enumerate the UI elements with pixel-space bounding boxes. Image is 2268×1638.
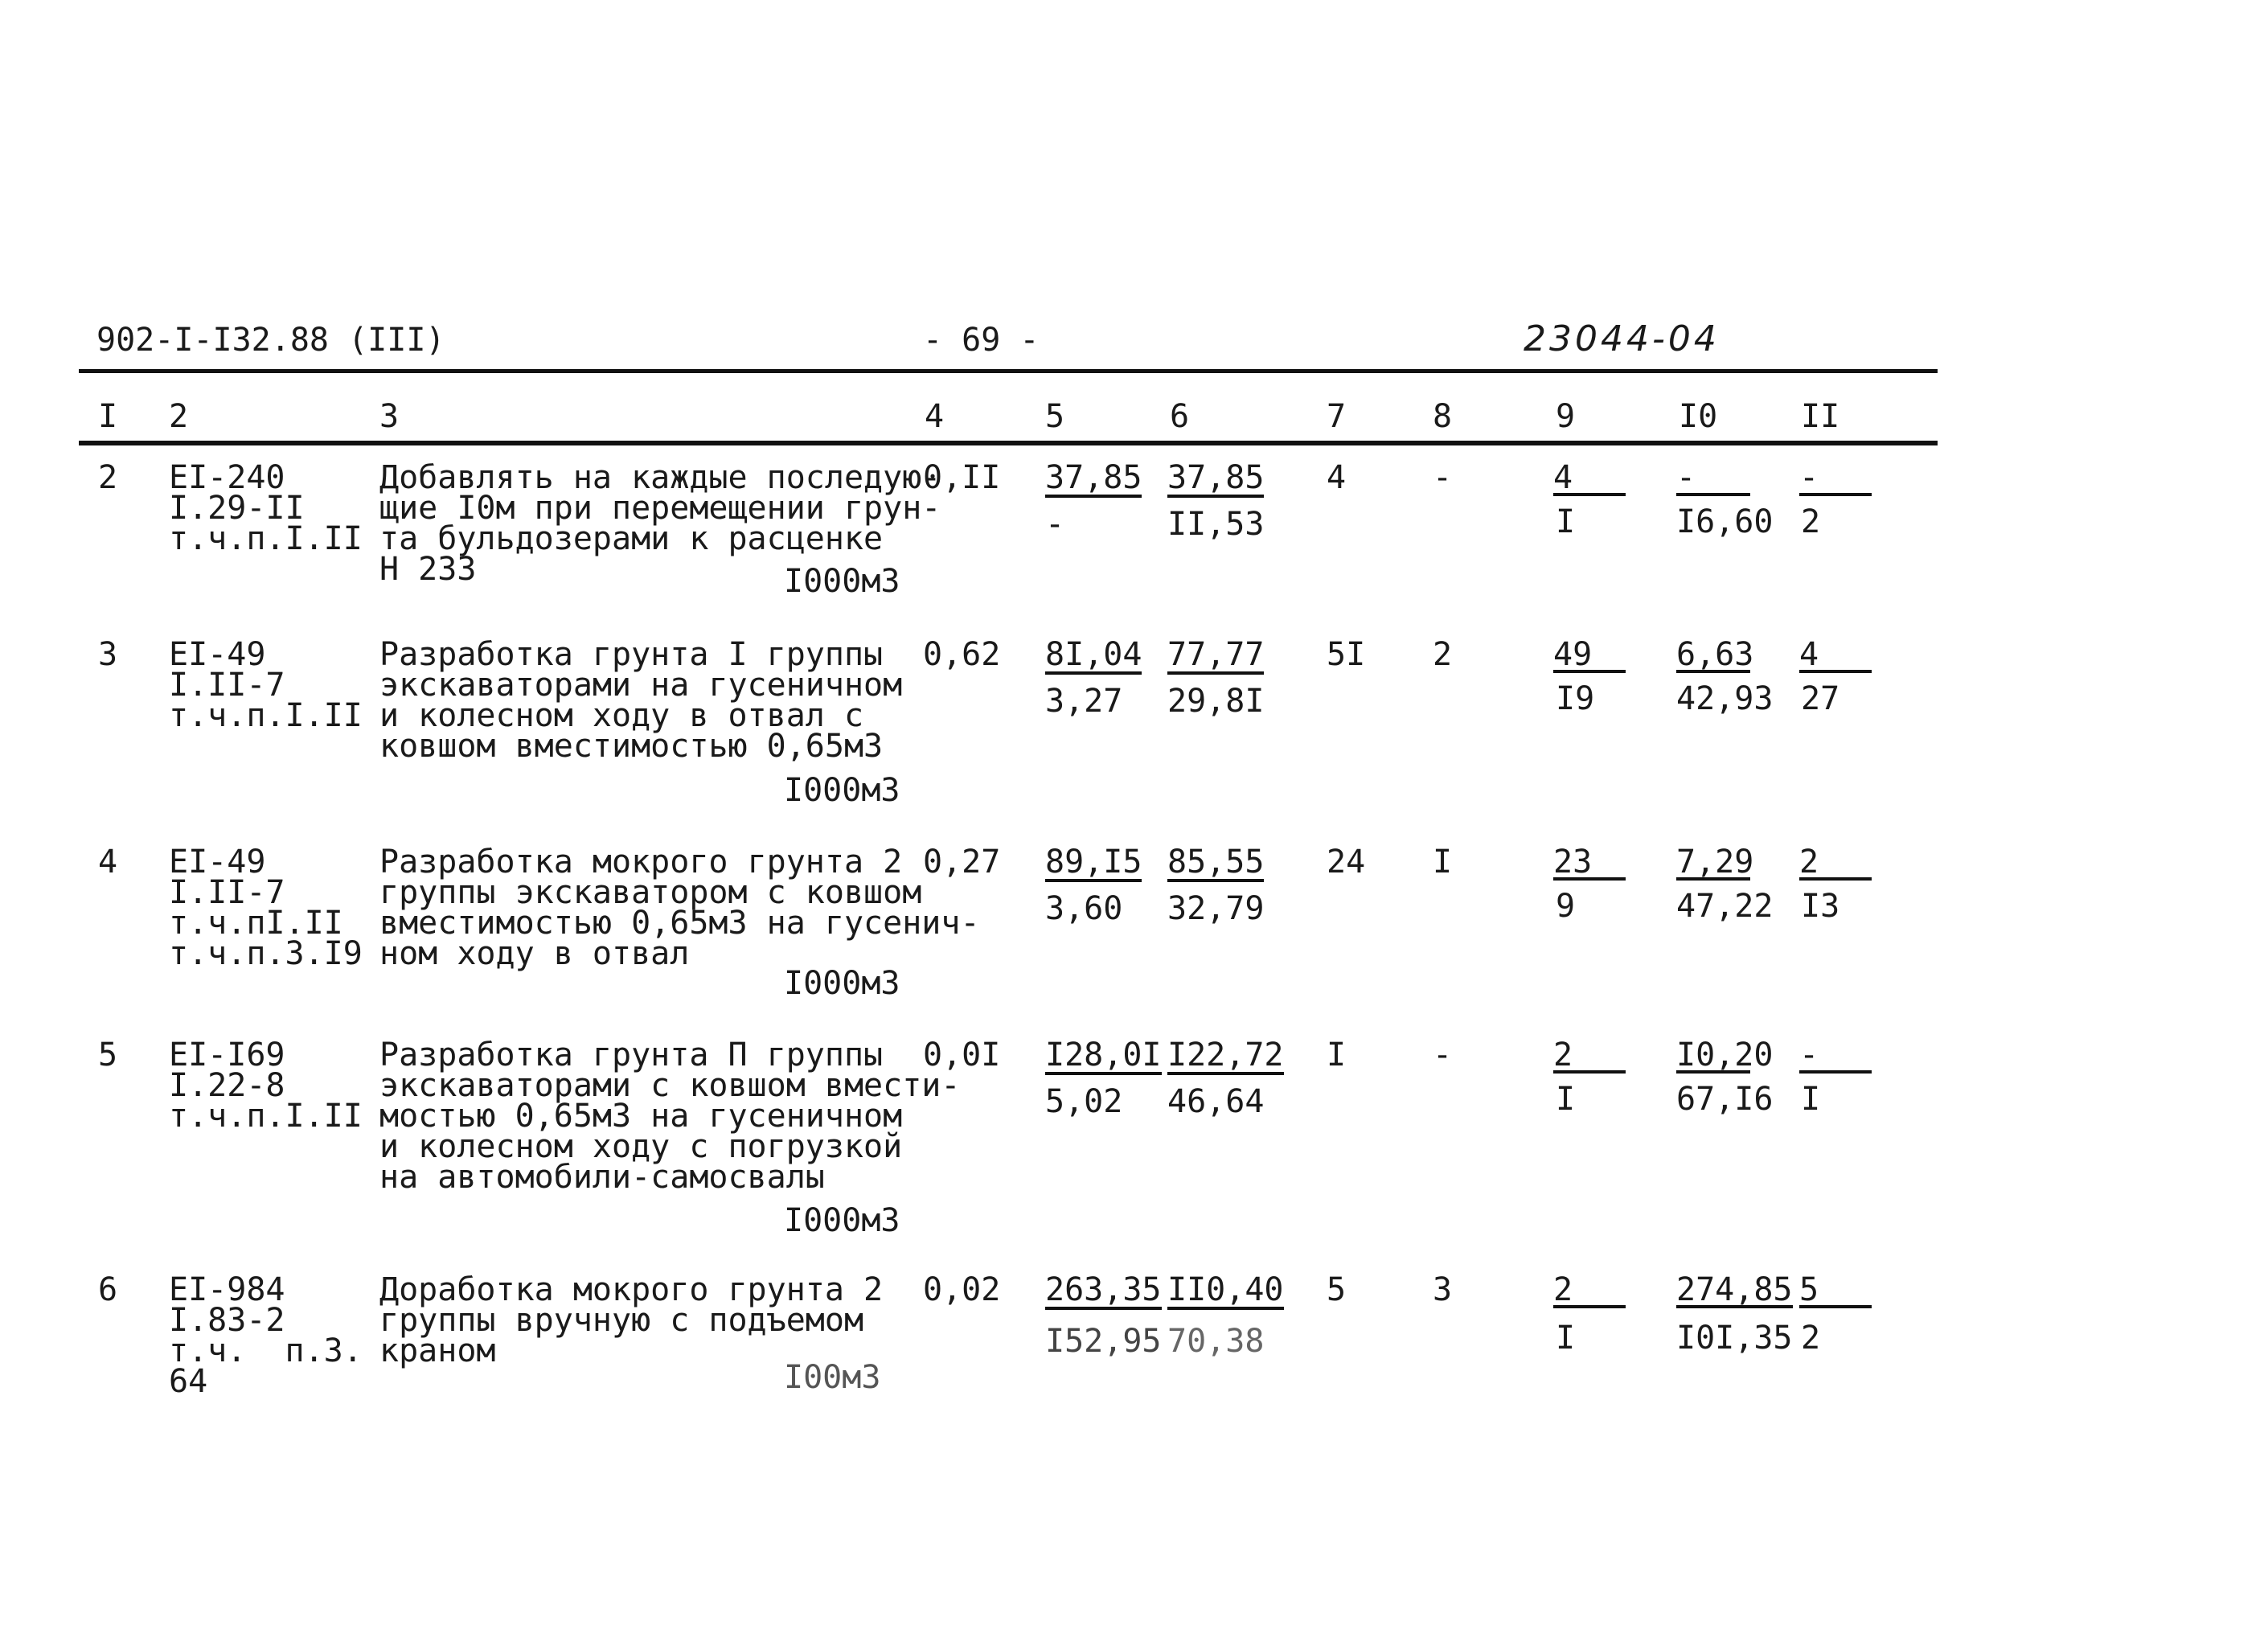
col-header-7: 7 [1327,398,1347,435]
col5-value [1045,844,1142,927]
desc-line: экскаваторами на гусеничном [379,667,903,704]
col5-top: I28,0I [1045,1037,1162,1074]
code-line: 64 [169,1363,208,1400]
row-number: 2 [98,459,118,496]
col5-bottom: - [1045,506,1065,543]
col10-top: 6,63 [1676,636,1754,673]
col-header-4: 4 [925,398,945,435]
code-line: т.ч.п.I.II [169,697,363,734]
row-codes [169,1271,363,1400]
col11-top: 2 [1799,847,1872,881]
col10-bottom: I6,60 [1676,503,1774,540]
col8-value: 2 [1433,636,1453,673]
col6-value [1167,459,1265,543]
code-line: EI-I69 [169,1037,285,1074]
row-unit: I00м3 [784,1359,881,1396]
col4-value: 0,27 [923,844,1001,881]
desc-line: Разработка грунта I группы [379,636,884,673]
row-codes [169,844,363,972]
col5-bottom: 3,60 [1045,890,1123,927]
col9-bottom: I [1556,1081,1576,1118]
col6-bottom: 70,38 [1167,1323,1265,1360]
desc-line: Добавлять на каждые последую- [379,459,941,496]
desc-line: Разработка грунта П группы [379,1037,884,1074]
col8-value: - [1433,459,1453,496]
row-unit: I000м3 [784,772,900,809]
col8-value: I [1433,844,1453,881]
code-line: т.ч.п.I.II [169,520,363,557]
desc-line: и колесном ходу в отвал с [379,697,864,734]
col10-bottom: 47,22 [1676,888,1774,925]
col9-top: 4 [1553,462,1626,496]
col6-top: I22,72 [1167,1037,1284,1074]
col-header-10: I0 [1679,398,1718,435]
col5-top: 89,I5 [1045,844,1142,881]
desc-line: ном ходу в отвал [379,935,690,972]
col-header-8: 8 [1433,398,1453,435]
col6-value [1167,636,1265,720]
col9-bottom: I [1556,1320,1576,1357]
col-header-11: II [1801,398,1840,435]
handwritten-code: 23044-04 [1524,318,1720,359]
col8-value: - [1433,1037,1453,1074]
col4-value: 0,02 [923,1271,1001,1308]
col6-top: 77,77 [1167,636,1265,673]
col-header-3: 3 [379,398,400,435]
col11-bottom: I3 [1801,888,1840,925]
col11-top: 4 [1799,639,1872,673]
col4-value: 0,0I [923,1037,1001,1074]
code-line: т.ч.п.I.II [169,1098,363,1135]
code-line: I.83-2 [169,1302,285,1339]
header-top-rule [79,369,1938,373]
col6-value [1167,1271,1284,1360]
code-line: I.II-7 [169,667,285,704]
col5-value [1045,459,1142,543]
desc-line: краном [379,1332,496,1369]
col9-bottom: I9 [1556,680,1595,717]
col10-top: 7,29 [1676,844,1754,881]
col9-bottom: 9 [1556,888,1576,925]
page-number: - 69 - [923,322,1040,359]
desc-line: вместимостью 0,65м3 на гусенич- [379,905,980,942]
code-line: I.22-8 [169,1067,285,1104]
col4-value: 0,II [923,459,1001,496]
col5-top: 37,85 [1045,459,1142,496]
col10-top: I0,20 [1676,1037,1774,1074]
col11-top: 5 [1799,1275,1872,1308]
col8-value: 3 [1433,1271,1453,1308]
col5-bottom: 5,02 [1045,1083,1123,1120]
row-unit: I000м3 [784,563,900,600]
code-line: EI-49 [169,844,266,881]
col-header-2: 2 [169,398,189,435]
row-description [379,844,980,972]
col6-top: II0,40 [1167,1271,1284,1308]
row-number: 4 [98,844,118,881]
row-number: 3 [98,636,118,673]
code-line: I.II-7 [169,874,285,911]
desc-line: группы вручную с подъемом [379,1302,864,1339]
row-unit: I000м3 [784,1202,900,1239]
col9-top: 49 [1553,639,1626,673]
desc-line: и колесном ходу с погрузкой [379,1128,903,1165]
col9-top: 2 [1553,1040,1626,1074]
row-unit: I000м3 [784,965,900,1002]
col9-top: 23 [1553,847,1626,881]
col5-bottom: I52,95 [1045,1323,1162,1360]
desc-line: щие I0м при перемещении грун- [379,490,941,527]
code-line: I.29-II [169,490,305,527]
col5-top: 8I,04 [1045,636,1142,673]
row-codes [169,1037,363,1135]
col11-bottom: I [1801,1081,1821,1118]
desc-line: мостью 0,65м3 на гусеничном [379,1098,903,1135]
row-number: 5 [98,1037,118,1074]
desc-line: группы экскаватором с ковшом [379,874,922,911]
desc-line: экскаваторами с ковшом вмести- [379,1067,961,1104]
desc-line: на автомобили-самосвалы [379,1159,825,1196]
code-line: т.ч.п.3.I9 [169,935,363,972]
header-bottom-rule [79,441,1938,445]
col11-bottom: 2 [1801,1320,1821,1357]
row-description [379,1271,884,1369]
code-line: т.ч.пI.II [169,905,343,942]
col-header-1: I [98,398,118,435]
col10-bottom: 42,93 [1676,680,1774,717]
desc-line: ковшом вместимостью 0,65м3 [379,728,884,765]
col5-bottom: 3,27 [1045,683,1123,720]
col6-bottom: II,53 [1167,506,1265,543]
col11-top: - [1799,462,1872,496]
desc-line: Доработка мокрого грунта 2 [379,1271,884,1308]
col9-bottom: I [1556,503,1576,540]
col7-value: 24 [1327,844,1366,881]
col10-bottom: I0I,35 [1676,1320,1793,1357]
col6-value [1167,1037,1284,1120]
col5-value [1045,636,1142,720]
col9-top: 2 [1553,1275,1626,1308]
col6-top: 37,85 [1167,459,1265,496]
desc-line: Разработка мокрого грунта 2 [379,844,903,881]
col6-bottom: 46,64 [1167,1083,1265,1120]
row-number: 6 [98,1271,118,1308]
col10-top: - [1676,462,1750,496]
col10-bottom: 67,I6 [1676,1081,1774,1118]
col11-bottom: 27 [1801,680,1840,717]
col11-top: - [1799,1040,1872,1074]
col7-value: I [1327,1037,1347,1074]
col11-bottom: 2 [1801,503,1821,540]
code-line: EI-984 [169,1271,285,1308]
col10-top: 274,85 [1676,1271,1793,1308]
code-line: т.ч. п.3. [169,1332,363,1369]
col-header-6: 6 [1170,398,1190,435]
col-header-5: 5 [1045,398,1065,435]
col6-bottom: 32,79 [1167,890,1265,927]
col5-value [1045,1037,1162,1120]
row-description [379,636,903,765]
code-line: EI-240 [169,459,285,496]
col7-value: 5I [1327,636,1366,673]
row-codes [169,459,363,557]
col7-value: 5 [1327,1271,1347,1308]
col5-value [1045,1271,1162,1360]
row-codes [169,636,363,734]
col5-top: 263,35 [1045,1271,1162,1308]
col7-value: 4 [1327,459,1347,496]
document-code: 902-I-I32.88 (III) [96,322,445,359]
desc-line: Н 233 [379,551,477,588]
desc-line: та бульдозерами к расценке [379,520,884,557]
col-header-9: 9 [1556,398,1576,435]
col4-value: 0,62 [923,636,1001,673]
code-line: EI-49 [169,636,266,673]
row-description [379,1037,961,1196]
col6-value [1167,844,1265,927]
col6-bottom: 29,8I [1167,683,1265,720]
col6-top: 85,55 [1167,844,1265,881]
